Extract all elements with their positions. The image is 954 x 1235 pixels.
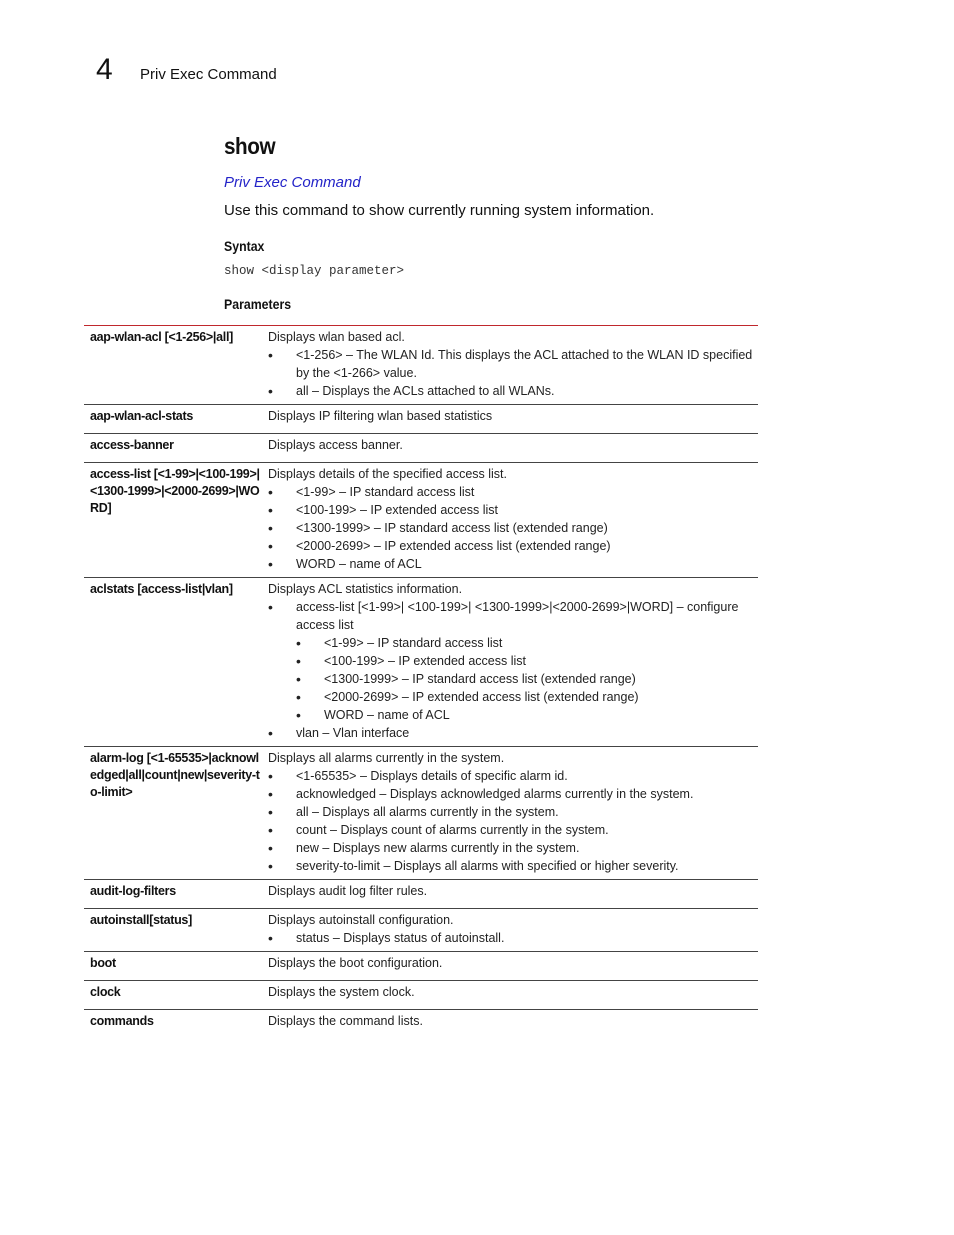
list-item — [290, 483, 758, 501]
sub-list-item: • <1300-1999> – IP standard access list (extended range) — [318, 670, 758, 688]
bullet-list — [268, 767, 758, 875]
table-row — [84, 880, 758, 909]
parameter-name: access-banner — [90, 438, 174, 452]
sub-list-item: • <1-99> – IP standard access list — [318, 634, 758, 652]
parameter-description — [262, 405, 758, 433]
syntax-code: show <display parameter> — [224, 264, 405, 278]
list-item — [290, 598, 758, 724]
parameter-name: clock — [90, 985, 121, 999]
sub-bullet-list — [296, 634, 758, 724]
syntax-heading: Syntax — [224, 238, 265, 254]
sub-list-item: • <100-199> – IP extended access list — [318, 652, 758, 670]
parameter-name: aap-wlan-acl [<1-256>|all] — [90, 330, 233, 344]
parameter-description — [262, 747, 758, 879]
list-item-text: vlan – Vlan interface — [296, 726, 410, 740]
parameters-heading: Parameters — [224, 296, 292, 312]
list-item-text: severity-to-limit – Displays all alarms with specified or higher severity. — [296, 859, 679, 873]
list-item — [290, 857, 758, 875]
bullet-list — [268, 483, 758, 573]
parameter-name: commands — [90, 1014, 154, 1028]
parameter-description — [262, 909, 758, 951]
description-text: Displays the command lists. — [268, 1014, 423, 1028]
list-item-text: access-list [<1-99>| <100-199>| <1300-1999>|<2000-2699>|WORD] – configure access list — [296, 600, 739, 632]
chapter-title: Priv Exec Command — [140, 66, 277, 83]
list-item — [290, 382, 758, 400]
description-text: Displays autoinstall configuration. — [268, 913, 454, 927]
description-text: Displays access banner. — [268, 438, 403, 452]
description-text: Displays the boot configuration. — [268, 956, 443, 970]
intro-text: Use this command to show currently running system information. — [224, 202, 655, 219]
description-text: Displays all alarms currently in the system. — [268, 751, 505, 765]
parameter-description — [262, 952, 758, 980]
list-item-text: WORD – name of ACL — [296, 557, 422, 571]
list-item-text: acknowledged – Displays acknowledged alarms currently in the system. — [296, 787, 694, 801]
list-item-text: <2000-2699> – IP extended access list (extended range) — [296, 539, 611, 553]
list-item-text: <1-99> – IP standard access list — [296, 485, 475, 499]
sub-list-item: • <2000-2699> – IP extended access list (extended range) — [318, 688, 758, 706]
chapter-number: 4 — [96, 53, 113, 86]
table-row — [84, 952, 758, 981]
parameter-name: audit-log-filters — [90, 884, 176, 898]
description-text: Displays details of the specified access list. — [268, 467, 507, 481]
parameter-description — [262, 578, 758, 746]
parameter-name: alarm-log [<1-65535>|acknowledged|all|count|new|severity-to-limit> — [90, 751, 260, 799]
parameter-description — [262, 880, 758, 908]
list-item — [290, 821, 758, 839]
list-item — [290, 519, 758, 537]
bullet-list — [268, 929, 758, 947]
parameter-description — [262, 434, 758, 462]
table-row — [84, 463, 758, 578]
page-title: show — [224, 133, 276, 159]
list-item-text: all – Displays the ACLs attached to all WLANs. — [296, 384, 555, 398]
list-item — [290, 501, 758, 519]
section-link[interactable]: Priv Exec Command — [224, 174, 361, 191]
list-item — [290, 346, 758, 382]
parameters-table — [84, 325, 758, 1038]
list-item-text: <1-65535> – Displays details of specific alarm id. — [296, 769, 568, 783]
parameter-name: access-list [<1-99>|<100-199>|<1300-1999>|<2000-2699>|WORD] — [90, 467, 260, 515]
sub-list-item: • WORD – name of ACL — [318, 706, 758, 724]
table-row — [84, 909, 758, 952]
description-text: Displays ACL statistics information. — [268, 582, 463, 596]
table-row — [84, 747, 758, 880]
list-item — [290, 839, 758, 857]
table-row — [84, 1010, 758, 1038]
description-text: Displays wlan based acl. — [268, 330, 405, 344]
description-text: Displays the system clock. — [268, 985, 415, 999]
parameter-description — [262, 981, 758, 1009]
description-text: Displays IP filtering wlan based statistics — [268, 409, 493, 423]
list-item — [290, 537, 758, 555]
list-item-text: all – Displays all alarms currently in the system. — [296, 805, 559, 819]
parameter-name: autoinstall[status] — [90, 913, 192, 927]
list-item-text: new – Displays new alarms currently in the system. — [296, 841, 580, 855]
parameter-name: aap-wlan-acl-stats — [90, 409, 193, 423]
list-item — [290, 803, 758, 821]
table-row — [84, 405, 758, 434]
description-text: Displays audit log filter rules. — [268, 884, 428, 898]
bullet-list — [268, 346, 758, 400]
list-item — [290, 785, 758, 803]
table-row — [84, 326, 758, 405]
list-item — [290, 929, 758, 947]
table-row — [84, 981, 758, 1010]
list-item — [290, 767, 758, 785]
list-item — [290, 724, 758, 742]
list-item-text: <100-199> – IP extended access list — [296, 503, 498, 517]
parameter-name: aclstats [access-list|vlan] — [90, 582, 233, 596]
parameter-description — [262, 1010, 758, 1038]
parameter-name: boot — [90, 956, 116, 970]
list-item-text: <1-256> – The WLAN Id. This displays the ACL attached to the WLAN ID specified by the <1-266> value. — [296, 348, 753, 380]
parameter-description — [262, 326, 758, 404]
list-item — [290, 555, 758, 573]
table-row — [84, 434, 758, 463]
list-item-text: count – Displays count of alarms currently in the system. — [296, 823, 609, 837]
parameter-description — [262, 463, 758, 577]
list-item-text: <1300-1999> – IP standard access list (extended range) — [296, 521, 608, 535]
bullet-list — [268, 598, 758, 742]
table-row — [84, 578, 758, 747]
list-item-text: status – Displays status of autoinstall. — [296, 931, 505, 945]
